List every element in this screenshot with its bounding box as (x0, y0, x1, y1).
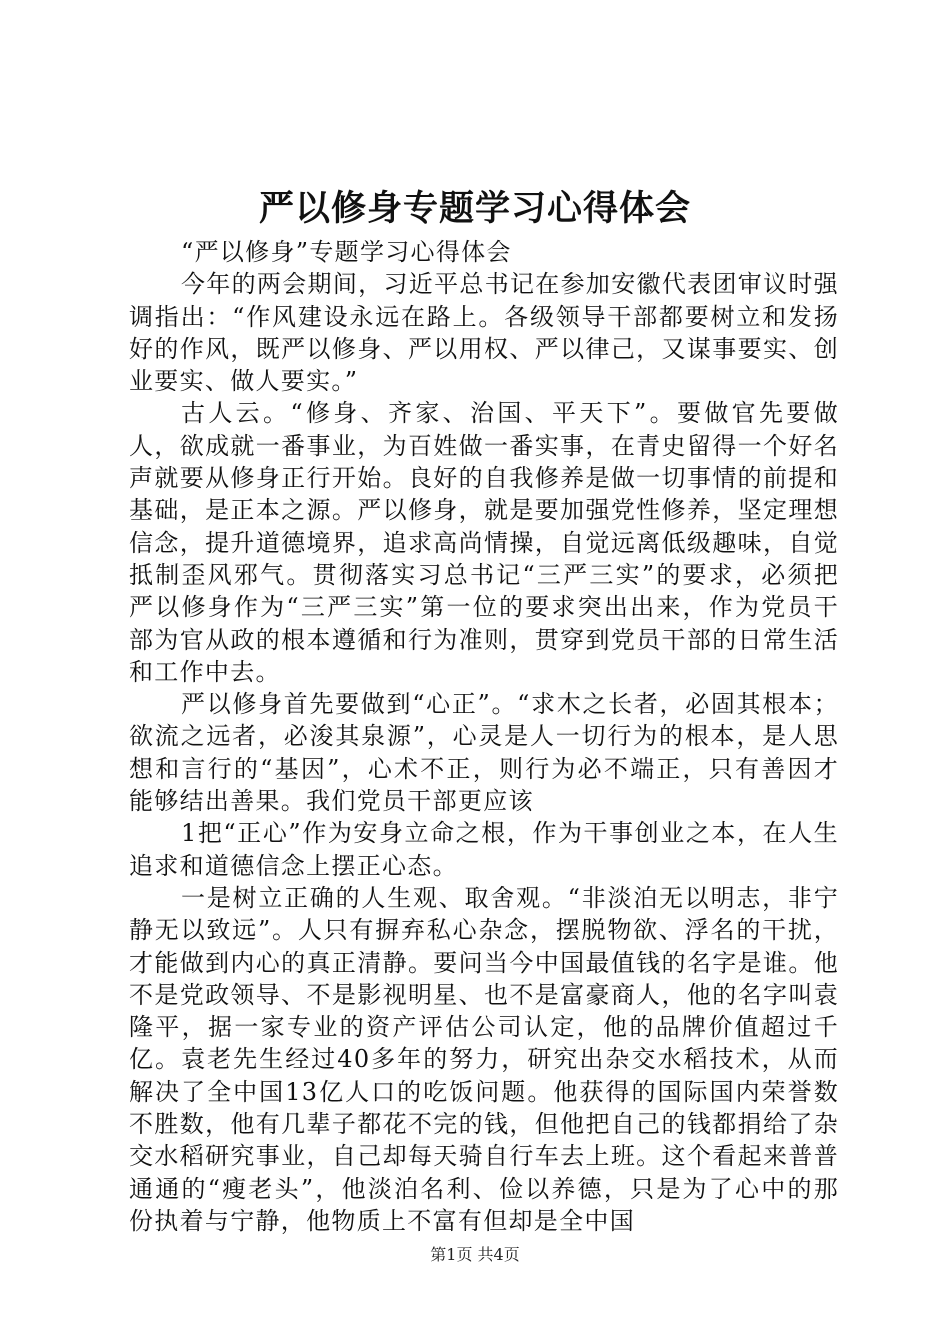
document-body (129, 236, 839, 1237)
paragraph: 一是树立正确的人生观、取舍观。“非淡泊无以明志，非宁静无以致远”。人只有摒弃私心杂念，摆脱物欲、浮名的干扰，才能做到内心的真正清静。要问当今中国最值钱的名字是谁。他不是党政领导、不是影视明星、也不是富豪商人，他的名字叫袁隆平，据一家专业的资产评估公司认定，他的品牌价值超过千亿。袁老先生经过40多年的努力，研究出杂交水稻技术，从而解决了全中国13亿人口的吃饭问题。他获得的国际国内荣誉数不胜数，他有几辈子都花不完的钱，但他把自己的钱都捐给了杂交水稻研究事业，自己却每天骑自行车去上班。这个看起来普普通通的“瘦老头”，他淡泊名利、俭以养德，只是为了心中的那份执着与宁静，他物质上不富有但却是全中国 (129, 883, 839, 1235)
paragraph-subtitle: “严以修身”专题学习心得体会 (181, 238, 512, 266)
page-footer: 第1页 共4页 (430, 1245, 520, 1264)
paragraph: 古人云。“修身、齐家、治国、平天下”。要做官先要做人，欲成就一番事业，为百姓做一番实事，在青史留得一个好名声就要从修身正行开始。良好的自我修养是做一切事情的前提和基础，是正本之源。严以修身，就是要加强党性修养，坚定理想信念，提升道德境界，追求高尚情操，自觉远离低级趣味，自觉抵制歪风邪气。贯彻落实习总书记“三严三实”的要求，必须把严以修身作为“三严三实”第一位的要求突出出来，作为党员干部为官从政的根本遵循和行为准则，贯穿到党员干部的日常生活和工作中去。 (129, 399, 839, 686)
document-title: 严以修身专题学习心得体会 (258, 188, 691, 229)
paragraph: 1把“正心”作为安身立命之根，作为干事创业之本，在人生追求和道德信念上摆正心态。 (129, 819, 839, 880)
paragraph: 严以修身首先要做到“心正”。“求木之长者，必固其根本；欲流之远者，必浚其泉源”，心灵是人一切行为的根本，是人思想和言行的“基因”，心术不正，则行为必不端正，只有善因才能够结出善果。我们党员干部更应该 (129, 690, 839, 816)
paragraph: 今年的两会期间，习近平总书记在参加安徽代表团审议时强调指出：“作风建设永远在路上。各级领导干部都要树立和发扬好的作风，既严以修身、严以用权、严以律己，又谋事要实、创业要实、做人要实。” (129, 270, 839, 396)
